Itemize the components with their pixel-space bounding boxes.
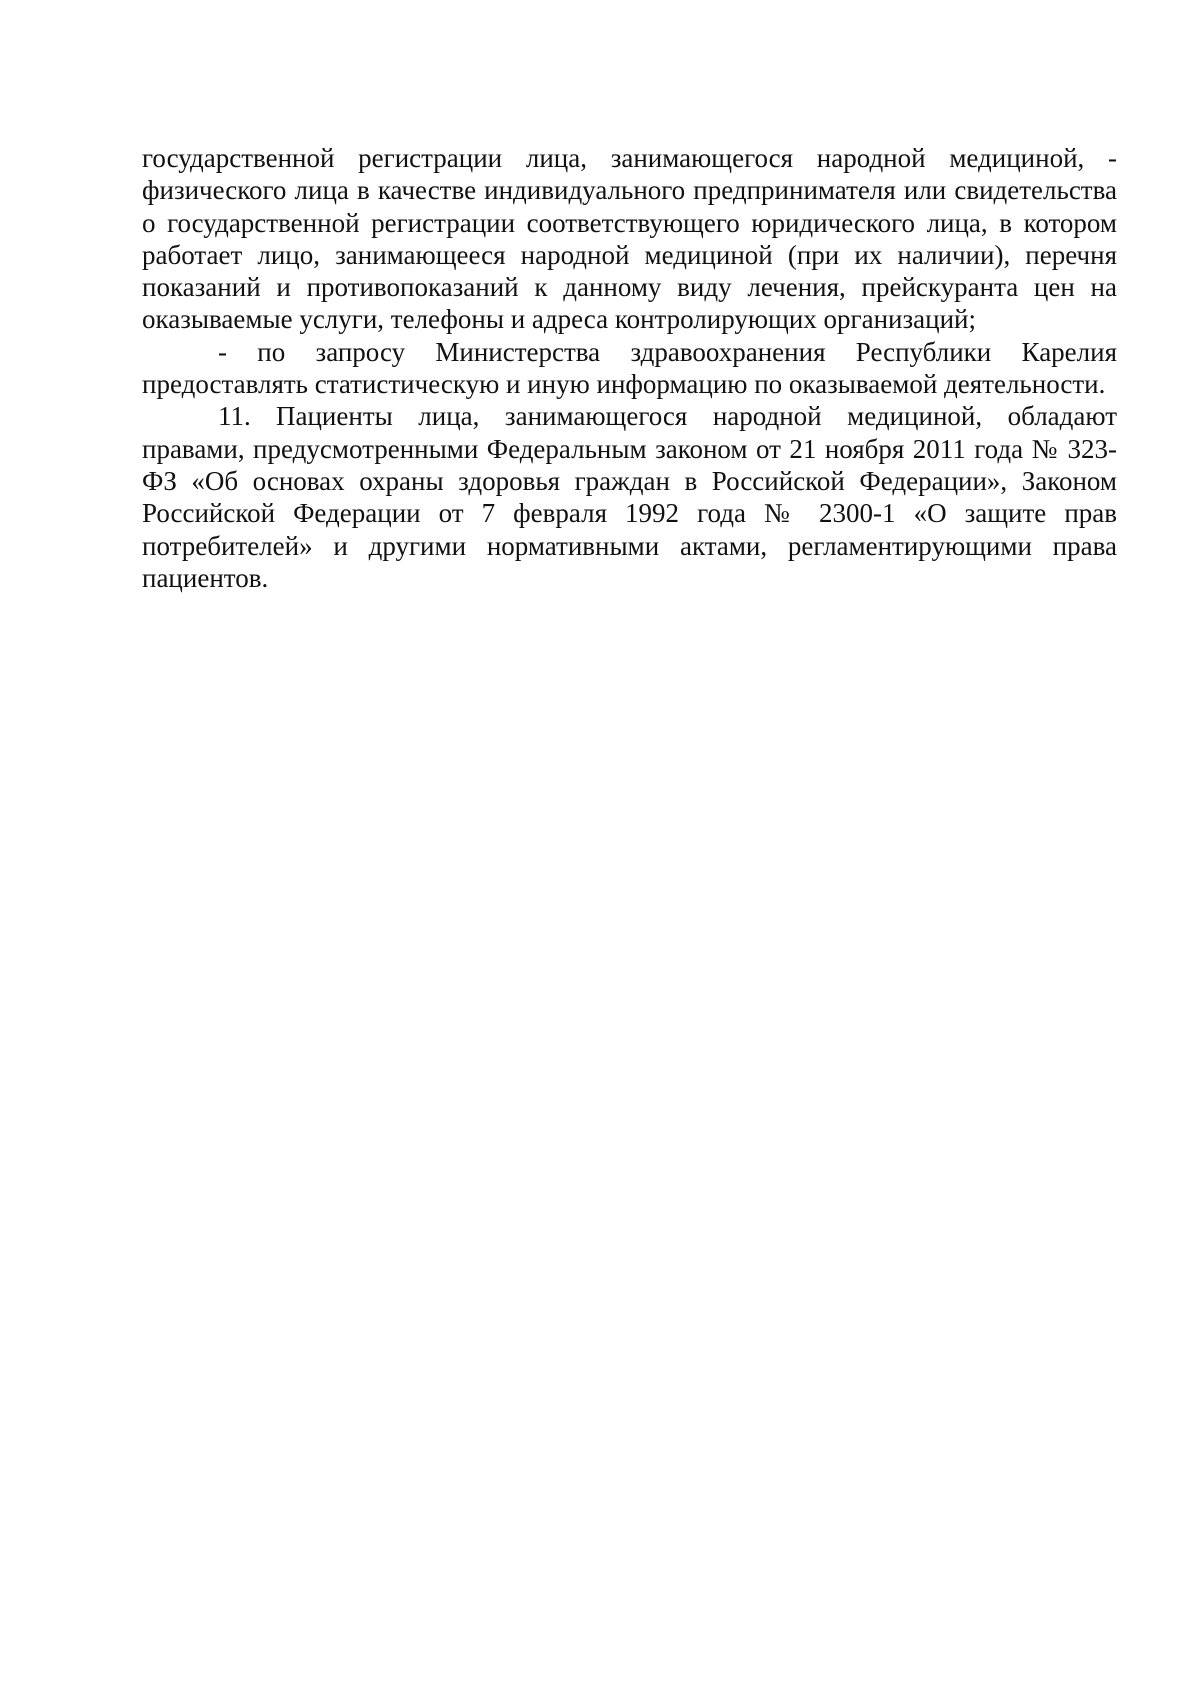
paragraph-patient-rights <box>142 400 1117 594</box>
paragraph-statistics-request: - по запросу Министерства здравоохранения Республики Карелия предоставлять статистическую и иную информацию по оказываемой деятельности. <box>142 336 1117 400</box>
paragraph-patient-rights-text: Пациенты лица, занимающегося народной медициной, обладают правами, предусмотренными Федеральным законом от 21 ноября 2011 года № 323-ФЗ «Об основах охраны здоровья граждан в Российской Федерации», Законом Российской Федерации от 7 февраля 1992 года № 2300-1 «О защите прав потребителей» и другими нормативными актами, регламентирующими права пациентов. <box>142 401 1117 593</box>
document-body <box>142 142 1117 594</box>
paragraph-number: 11. <box>218 401 251 432</box>
paragraph-continuation: государственной регистрации лица, занимающегося народной медициной, - физического лица в качестве индивидуального предпринимателя или свидетельства о государственной регистрации соответствующего юридического лица, в котором работает лицо, занимающееся народной медициной (при их наличии), перечня показаний и противопоказаний к данному виду лечения, прейскуранта цен на оказываемые услуги, телефоны и адреса контролирующих организаций; <box>142 143 1117 335</box>
